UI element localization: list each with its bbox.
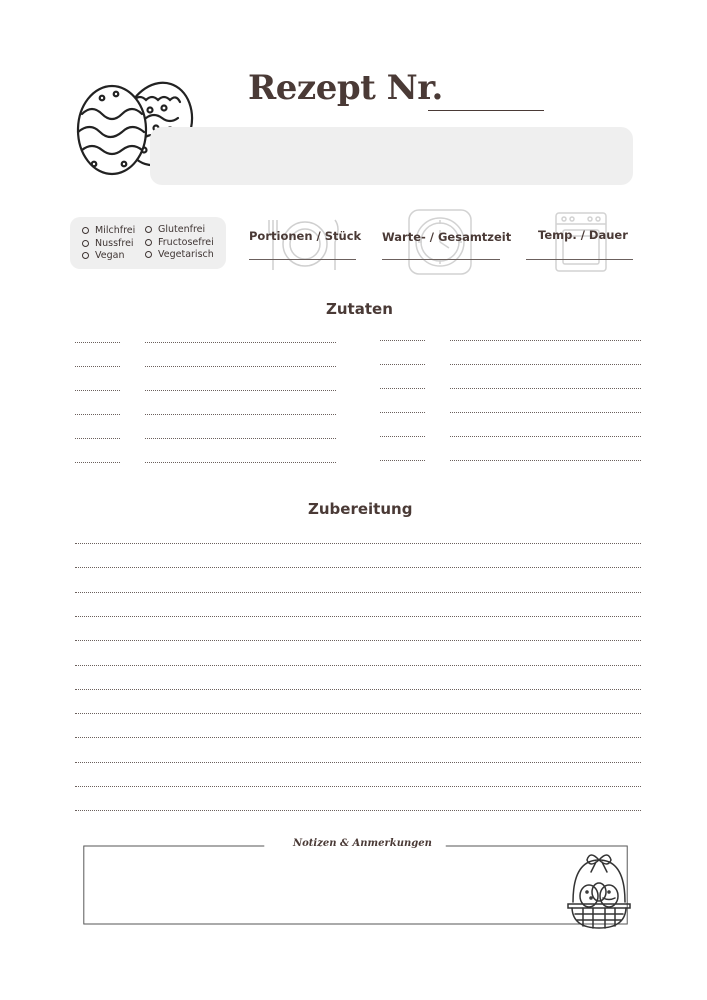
ingredient-name-line[interactable] xyxy=(145,414,336,415)
ingredient-name-line[interactable] xyxy=(145,438,336,439)
diet-options-box xyxy=(70,217,226,269)
ingredient-name-line[interactable] xyxy=(450,412,641,413)
oven-icon xyxy=(553,210,609,274)
ingredient-quantity-line[interactable] xyxy=(75,366,120,367)
diet-option-nussfrei[interactable]: Nussfrei xyxy=(82,238,135,249)
ingredient-name-line[interactable] xyxy=(145,342,336,343)
preparation-line[interactable] xyxy=(75,762,641,763)
checkbox-circle-icon xyxy=(82,227,89,234)
easter-basket-icon xyxy=(563,852,635,932)
ingredient-quantity-line[interactable] xyxy=(380,460,425,461)
time-input-line[interactable] xyxy=(382,259,500,260)
ingredient-quantity-line[interactable] xyxy=(380,412,425,413)
ingredient-quantity-line[interactable] xyxy=(380,364,425,365)
diet-option-glutenfrei[interactable]: Glutenfrei xyxy=(145,224,214,235)
temp-label: Temp. / Dauer xyxy=(538,228,628,242)
ingredient-name-line[interactable] xyxy=(450,388,641,389)
servings-label: Portionen / Stück xyxy=(249,229,362,243)
preparation-line[interactable] xyxy=(75,713,641,714)
preparation-line[interactable] xyxy=(75,616,641,617)
ingredient-quantity-line[interactable] xyxy=(75,414,120,415)
preparation-line[interactable] xyxy=(75,592,641,593)
time-label: Warte- / Gesamtzeit xyxy=(382,230,512,244)
preparation-title: Zubereitung xyxy=(308,500,413,518)
ingredients-title: Zutaten xyxy=(326,300,393,318)
ingredient-quantity-line[interactable] xyxy=(380,436,425,437)
ingredient-quantity-line[interactable] xyxy=(75,438,120,439)
preparation-line[interactable] xyxy=(75,567,641,568)
ingredient-quantity-line[interactable] xyxy=(75,342,120,343)
notes-title: Notizen & Anmerkungen xyxy=(293,838,432,849)
ingredient-quantity-line[interactable] xyxy=(380,388,425,389)
ingredient-name-line[interactable] xyxy=(450,436,641,437)
checkbox-circle-icon xyxy=(145,226,152,233)
recipe-number-line[interactable] xyxy=(428,110,544,111)
ingredient-name-line[interactable] xyxy=(450,460,641,461)
plate-cutlery-icon xyxy=(265,216,345,272)
temp-input-line[interactable] xyxy=(526,259,633,260)
ingredient-quantity-line[interactable] xyxy=(75,390,120,391)
ingredient-name-line[interactable] xyxy=(145,462,336,463)
preparation-line[interactable] xyxy=(75,737,641,738)
ingredient-name-line[interactable] xyxy=(450,340,641,341)
preparation-line[interactable] xyxy=(75,640,641,641)
preparation-line[interactable] xyxy=(75,689,641,690)
diet-option-vegan[interactable]: Vegan xyxy=(82,250,135,261)
ingredient-name-line[interactable] xyxy=(145,366,336,367)
ingredient-name-line[interactable] xyxy=(145,390,336,391)
preparation-line[interactable] xyxy=(75,810,641,811)
preparation-line[interactable] xyxy=(75,543,641,544)
checkbox-circle-icon xyxy=(82,252,89,259)
notes-box[interactable] xyxy=(77,845,635,925)
page-title: Rezept Nr. xyxy=(248,68,443,108)
preparation-line[interactable] xyxy=(75,786,641,787)
checkbox-circle-icon xyxy=(82,240,89,247)
checkbox-circle-icon xyxy=(145,239,152,246)
ingredient-quantity-line[interactable] xyxy=(75,462,120,463)
preparation-line[interactable] xyxy=(75,665,641,666)
servings-input-line[interactable] xyxy=(249,259,356,260)
checkbox-circle-icon xyxy=(145,251,152,258)
ingredient-name-line[interactable] xyxy=(450,364,641,365)
ingredient-quantity-line[interactable] xyxy=(380,340,425,341)
diet-option-milchfrei[interactable]: Milchfrei xyxy=(82,225,135,236)
diet-option-fructosefrei[interactable]: Fructosefrei xyxy=(145,237,214,248)
diet-option-vegetarisch[interactable]: Vegetarisch xyxy=(145,249,214,260)
recipe-name-field[interactable] xyxy=(150,127,633,185)
